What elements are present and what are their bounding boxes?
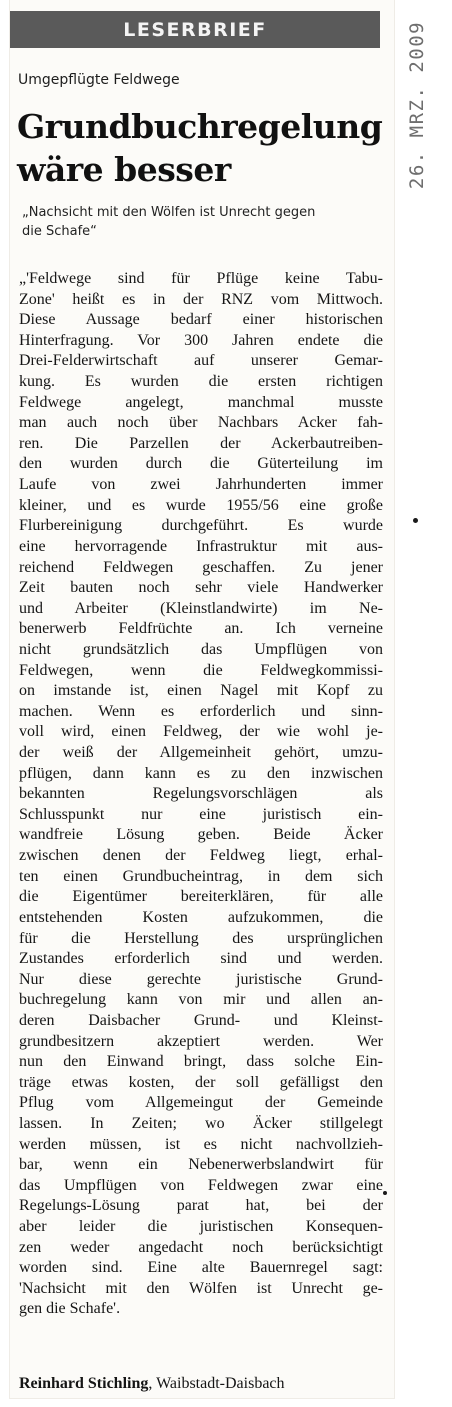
subheadline-line: „Nachsicht mit den Wölfen ist Unrecht gegen xyxy=(22,205,316,220)
body-line: Zeit bauten noch sehr viele Handwerker xyxy=(19,579,383,597)
subheadline xyxy=(22,203,382,241)
body-line: kung. Es wurden die ersten richtigen xyxy=(19,373,383,391)
body-line: ten einen Grundbucheintrag, in dem sich xyxy=(19,867,383,885)
body-line: träge etwas kosten, der soll gefälligst den xyxy=(19,1073,383,1091)
section-label-bar xyxy=(10,11,380,48)
body-line: worden sind. Eine alte Bauernregel sagt: xyxy=(19,1259,383,1277)
body-line: 'Nachsicht mit den Wölfen ist Unrecht ge- xyxy=(19,1279,383,1297)
headline-line: Grundbuchregelung xyxy=(17,107,383,146)
body-line: reichend Feldwegen geschaffen. Zu jener xyxy=(19,558,383,576)
body-line: grundbesitzern akzeptiert werden. Wer xyxy=(19,1032,383,1050)
body-line: Regelungs-Lösung parat hat, bei der xyxy=(19,1197,383,1215)
signature xyxy=(19,1374,385,1394)
body-line: eine hervorragende Infrastruktur mit aus- xyxy=(19,537,383,555)
body-line: zen weder angedacht noch berücksichtigt xyxy=(19,1238,383,1256)
body-line: man auch noch über Nachbars Acker fah- xyxy=(19,414,383,432)
subheadline-line: die Schafe“ xyxy=(22,224,97,239)
body-line: Laufe von zwei Jahrhunderten immer xyxy=(19,476,383,494)
body-line: Zustandes erforderlich sind und werden. xyxy=(19,950,383,968)
body-line: die Eigentümer bereiterklären, für alle xyxy=(19,888,383,906)
body-line: machen. Wenn es erforderlich und sinn- xyxy=(19,702,383,720)
body-line: nun den Einwand bringt, dass solche Ein- xyxy=(19,1053,383,1071)
ink-speck xyxy=(383,1191,387,1195)
kicker: Umgepflügte Feldwege xyxy=(18,72,180,88)
body-line: und Arbeiter (Kleinstlandwirte) im Ne- xyxy=(19,599,383,617)
body-line: Pflug vom Allgemeingut der Gemeinde xyxy=(19,1094,383,1112)
body-line: Diese Aussage bedarf einer historischen xyxy=(19,311,383,329)
body-line: das Umpflügen von Feldwegen zwar eine xyxy=(19,1176,383,1194)
body-line: zwischen denen der Feldweg liegt, erhal- xyxy=(19,847,383,865)
body-line: Schlusspunkt nur eine juristisch ein- xyxy=(19,805,383,823)
body-line: Zone' heißt es in der RNZ vom Mittwoch. xyxy=(19,290,383,308)
body-line: benerwerb Feldfrüchte an. Ich verneine xyxy=(19,620,383,638)
body-line: aber leider die juristischen Konsequen- xyxy=(19,1218,383,1236)
date-stamp-text: 26. MRZ. 2009 xyxy=(406,20,428,190)
author-location: , Waibstadt-Daisbach xyxy=(148,1375,285,1392)
body-line: nicht grundsätzlich das Umpflügen von xyxy=(19,640,383,658)
body-line: Hinterfragung. Vor 300 Jahren endete die xyxy=(19,331,383,349)
body-line: „'Feldwege sind für Pflüge keine Tabu- xyxy=(19,270,383,287)
body-line: wandfreie Lösung geben. Beide Äcker xyxy=(19,826,383,844)
body-line: Drei-Felderwirtschaft auf unserer Gemar- xyxy=(19,352,383,370)
body-line: bekannten Regelungsvorschlägen als xyxy=(19,785,383,803)
ink-speck xyxy=(413,518,418,523)
headline-line: wäre besser xyxy=(17,150,231,189)
body-line: ren. Die Parzellen der Ackerbautreiben- xyxy=(19,434,383,452)
body-line: gen die Schafe'. xyxy=(19,1300,121,1318)
body-line: Nur diese gerechte juristische Grund- xyxy=(19,970,383,988)
headline xyxy=(17,105,383,191)
section-label: LESERBRIEF xyxy=(123,18,267,41)
body-line: kleiner, und es wurde 1955/56 eine große xyxy=(19,496,383,514)
body-line: entstehenden Kosten aufzukommen, die xyxy=(19,908,383,926)
body-line: für die Herstellung des ursprünglichen xyxy=(19,929,383,947)
body-line: den wurden durch die Güterteilung im xyxy=(19,455,383,473)
body-line: Flurbereinigung durchgeführt. Es wurde xyxy=(19,517,383,535)
body-line: Feldwege angelegt, manchmal musste xyxy=(19,393,383,411)
body-line: deren Daisbacher Grund- und Kleinst- xyxy=(19,1011,383,1029)
body-line: buchregelung kann von mir und allen an- xyxy=(19,991,383,1009)
body-line: der weiß der Allgemeinheit gehört, umzu- xyxy=(19,744,383,762)
body-line: Feldwegen, wenn die Feldwegkommissi- xyxy=(19,661,383,679)
body-line: on imstande ist, einen Nagel mit Kopf zu xyxy=(19,682,383,700)
body-line: voll wird, einen Feldweg, der wie wohl je- xyxy=(19,723,383,741)
body-line: pflügen, dann kann es zu den inzwischen xyxy=(19,764,383,782)
body-line: werden müssen, ist es nicht nachvollzieh- xyxy=(19,1135,383,1153)
body-line: lassen. In Zeiten; wo Äcker stillgelegt xyxy=(19,1114,383,1132)
author-name: Reinhard Stichling xyxy=(19,1375,149,1392)
letter-body xyxy=(19,269,383,1320)
body-line: bar, wenn ein Nebenerwerbslandwirt für xyxy=(19,1156,383,1174)
